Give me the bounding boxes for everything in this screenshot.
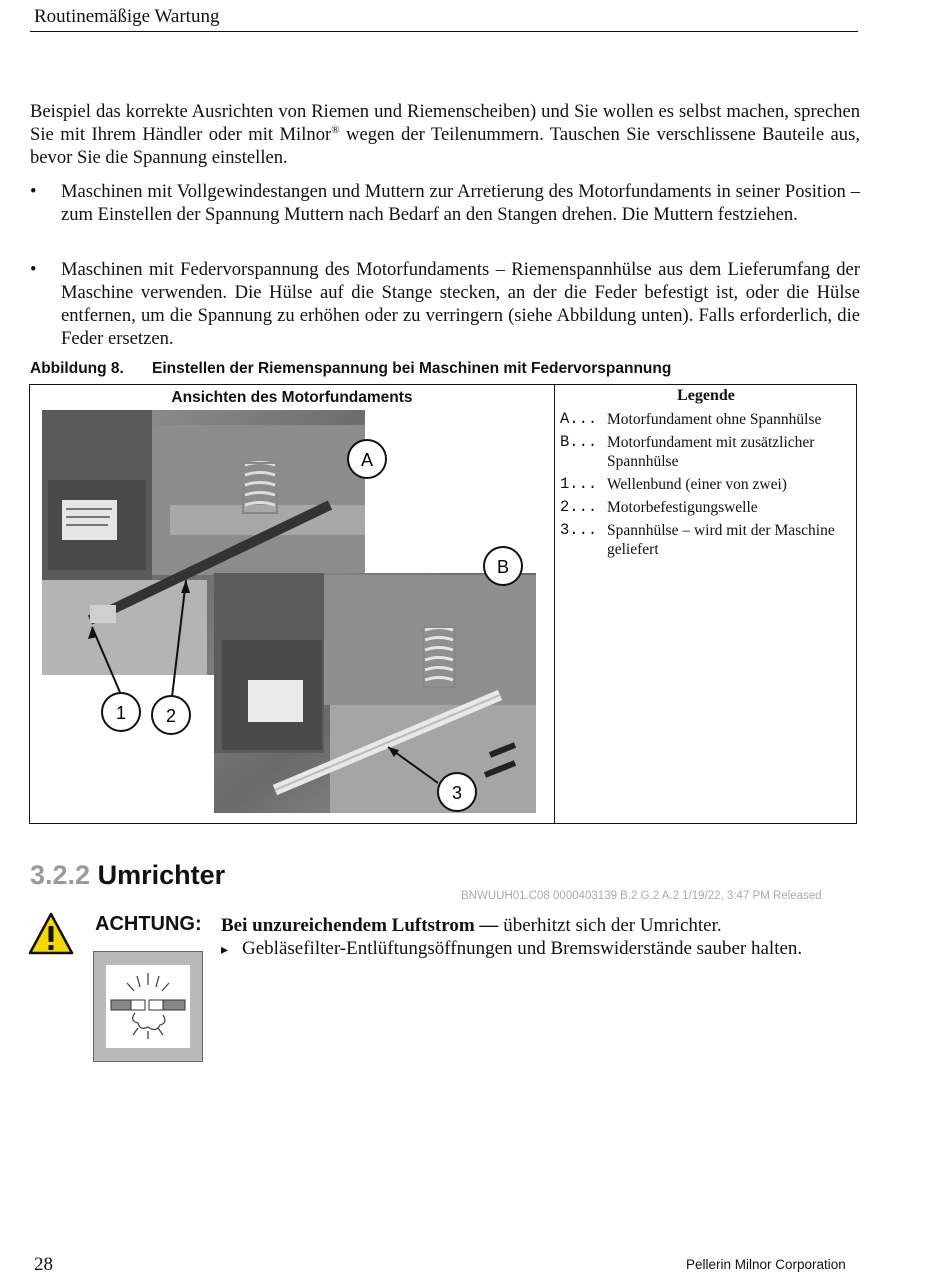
legend-list xyxy=(560,410,856,563)
views-title: Ansichten des Motorfundaments xyxy=(171,389,413,406)
figure-number: Abbildung 8. xyxy=(30,360,124,377)
bullet-text: Maschinen mit Vollgewindestangen und Muttern zur Arretierung des Motorfundaments in seiner Position – zum Einstellen der Spannung Muttern nach Bedarf an den Stangen drehen. Die Muttern festziehen. xyxy=(61,181,860,225)
figure-divider xyxy=(554,384,555,824)
bullet-text: Maschinen mit Federvorspannung des Motorfundaments – Riemenspannhülse aus dem Lieferumfang der Maschine verwenden. Die Hülse auf die Stange stecken, an der die Feder befestigt ist, oder die Hülse entfernen, um die Spannung zu erhöhen oder zu verringern (siehe Abbildung unten). Falls erforderlich, die Feder ersetzen. xyxy=(61,259,860,349)
bullet-item xyxy=(30,180,860,226)
warning-rest: überhitzt sich der Umrichter. xyxy=(498,915,722,936)
legend-item xyxy=(560,475,856,494)
figure-caption xyxy=(30,360,671,378)
bullet-item xyxy=(30,258,860,350)
legend-key: B... xyxy=(560,433,598,451)
legend-text: Motorfundament ohne Spannhülse xyxy=(607,411,822,428)
svg-text:2: 2 xyxy=(165,706,177,726)
running-header: Routinemäßige Wartung xyxy=(34,6,220,27)
intro-text-2: wegen der Teilenummern. Tauschen Sie verschlissene Bauteile aus, bevor Sie die Spannung einstellen. xyxy=(30,124,860,168)
bullet-symbol: • xyxy=(30,259,37,280)
svg-text:A: A xyxy=(360,450,374,470)
legend-text: Wellenbund (einer von zwei) xyxy=(607,476,787,493)
section-number: 3.2.2 xyxy=(30,860,91,890)
callout-a xyxy=(348,440,386,478)
header-rule xyxy=(30,31,858,32)
warning-action-text: Gebläsefilter-Entlüftungsöffnungen und Bremswiderstände sauber halten. xyxy=(242,938,803,959)
action-arrow-icon: ▸ xyxy=(221,943,229,958)
document-meta: BNWUUH01.C08 0000403139 B.2 G.2 A.2 1/19/22, 3:47 PM Released xyxy=(461,890,822,902)
warning-action xyxy=(221,937,851,962)
warning-label: ACHTUNG: xyxy=(95,913,202,935)
legend-key: 2... xyxy=(560,498,598,516)
registered-mark: ® xyxy=(331,123,340,136)
callout-2 xyxy=(152,696,190,734)
legend-key: 3... xyxy=(560,521,598,539)
warning-lead: Bei unzureichendem Luftstrom — xyxy=(221,915,499,936)
warning-triangle-icon xyxy=(28,912,74,956)
footer-company: Pellerin Milnor Corporation xyxy=(686,1257,846,1272)
warning-body xyxy=(221,914,851,962)
legend-item xyxy=(560,410,856,429)
bullet-symbol: • xyxy=(30,181,37,202)
legend-text: Motorbefestigungswelle xyxy=(607,499,758,516)
section-heading xyxy=(30,860,225,891)
intro-paragraph xyxy=(30,100,860,169)
overheat-pictogram-icon xyxy=(93,951,203,1062)
legend-title: Legende xyxy=(677,387,735,404)
callout-1 xyxy=(102,693,140,731)
legend-item xyxy=(560,521,856,559)
page-number: 28 xyxy=(34,1254,53,1275)
callout-3 xyxy=(438,773,476,811)
svg-text:B: B xyxy=(496,557,510,577)
warning-statement xyxy=(221,914,851,937)
legend-text: Motorfundament mit zusätzlicher Spannhülse xyxy=(607,434,815,470)
legend-item xyxy=(560,498,856,517)
intro-text: Beispiel das korrekte Ausrichten von Riemen und Riemenscheiben) und Sie wollen es selbst machen, sprechen Sie mit Ihrem Händler oder mit Milnor xyxy=(30,101,860,145)
legend-item xyxy=(560,433,856,471)
svg-text:3: 3 xyxy=(451,783,463,803)
svg-text:1: 1 xyxy=(115,703,127,723)
legend-key: 1... xyxy=(560,475,598,493)
motor-base-figure xyxy=(30,405,554,823)
legend-text: Spannhülse – wird mit der Maschine geliefert xyxy=(607,522,835,558)
photo-view-b xyxy=(214,573,536,813)
callout-b xyxy=(484,547,522,585)
legend-key: A... xyxy=(560,410,598,428)
section-title: Umrichter xyxy=(97,860,226,890)
figure-caption-text: Einstellen der Riemenspannung bei Maschinen mit Federvorspannung xyxy=(152,360,672,377)
